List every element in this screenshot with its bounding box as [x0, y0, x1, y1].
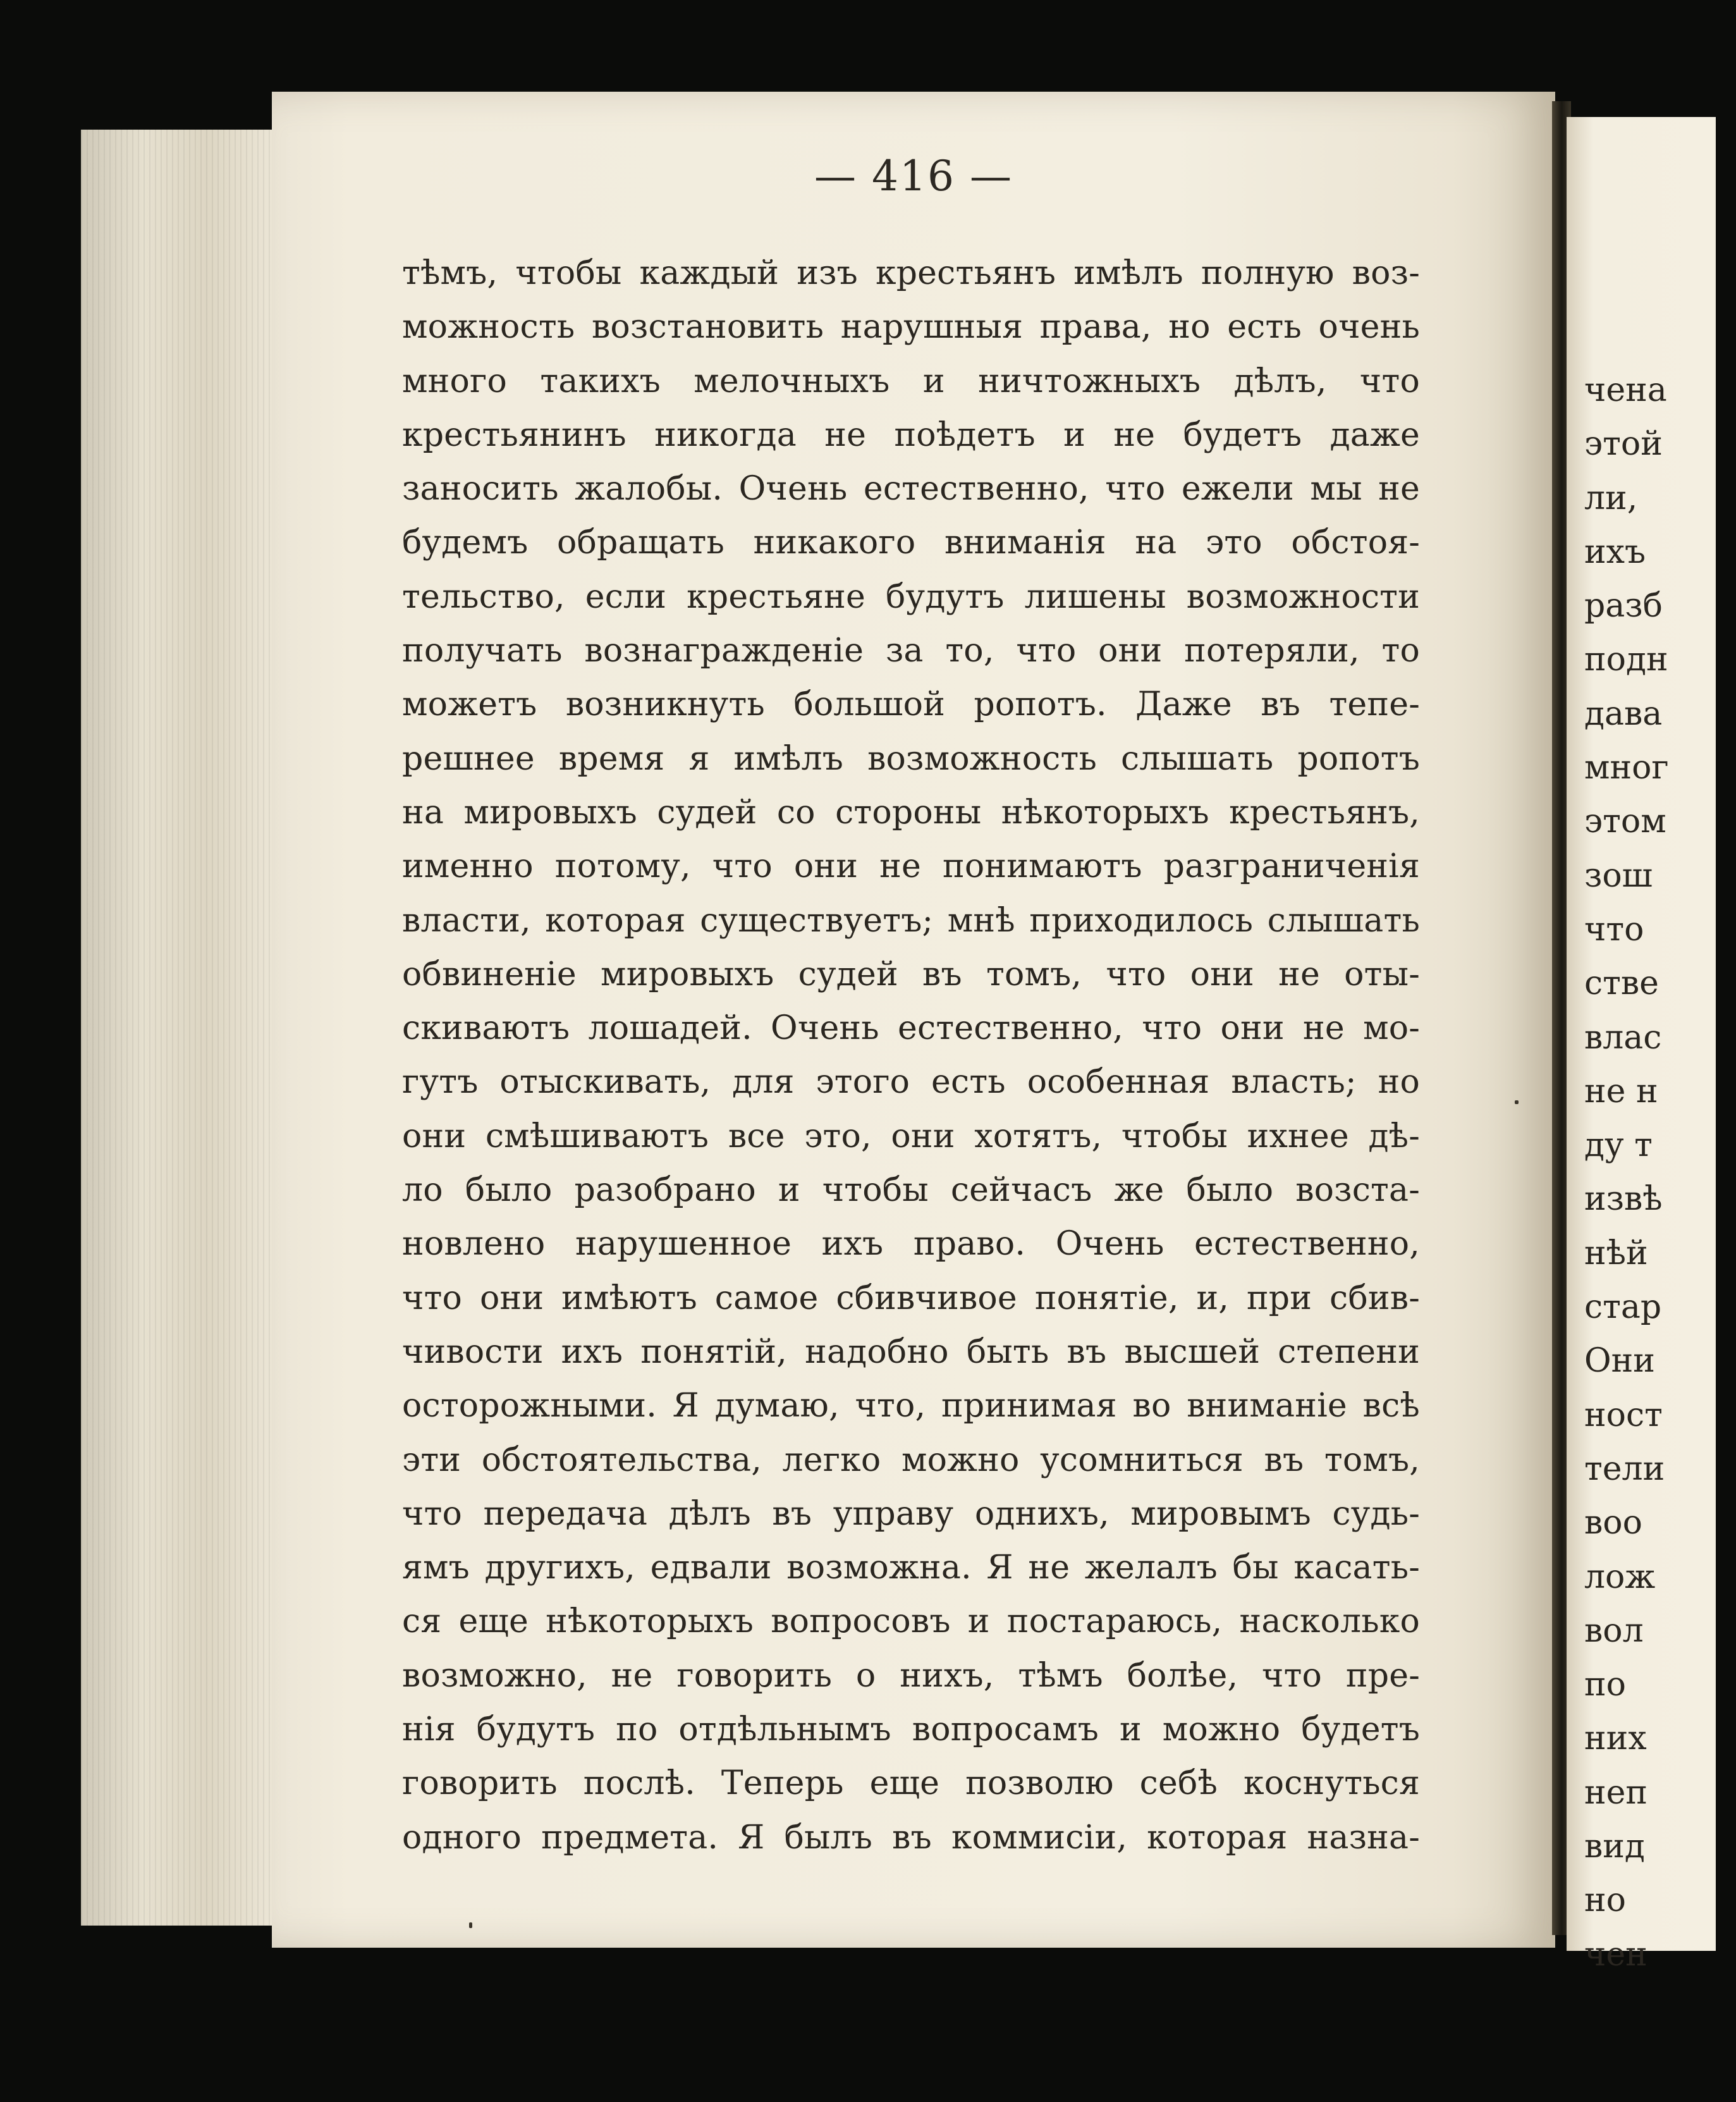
text-line: решнее время я имѣлъ возможность слышать ропотъ — [402, 739, 1420, 778]
text-line: нія будутъ по отдѣльнымъ вопросамъ и можно будетъ — [402, 1711, 1420, 1749]
right-page-line: чена — [1584, 371, 1667, 409]
text-line: можность возстановить нарушныя права, но есть очень — [402, 308, 1420, 347]
right-page-line: этом — [1584, 802, 1666, 841]
right-page — [1567, 117, 1716, 1974]
paper-speck — [469, 1922, 472, 1928]
text-line: гутъ отыскивать, для этого есть особенная власть; но — [402, 1063, 1420, 1102]
text-line: именно потому, что они не понимаютъ разграниченія — [402, 847, 1420, 886]
right-page-line: стве — [1584, 964, 1659, 1003]
right-page-line: неп — [1584, 1773, 1648, 1812]
text-line: будемъ обращать никакого вниманія на это обстоя- — [402, 524, 1420, 562]
text-line: на мировыхъ судей со стороны нѣкоторыхъ крестьянъ, — [402, 793, 1420, 832]
text-line: обвиненіе мировыхъ судей въ томъ, что они не оты- — [402, 955, 1420, 993]
right-page-line: разб — [1584, 587, 1663, 625]
right-page-line: чен — [1584, 1935, 1647, 1974]
text-line: что они имѣютъ самое сбивчивое понятіе, и, при сбив- — [402, 1279, 1420, 1317]
text-line: ямъ другихъ, едвали возможна. Я не желалъ бы касать- — [402, 1549, 1420, 1587]
text-line: заносить жалобы. Очень естественно, что ежели мы не — [402, 470, 1420, 508]
right-page-line: дава — [1584, 694, 1663, 733]
text-line: что передача дѣлъ въ управу однихъ, мировымъ судь- — [402, 1494, 1420, 1533]
right-page-line: вид — [1584, 1828, 1645, 1866]
text-line: много такихъ мелочныхъ и ничтожныхъ дѣлъ, что — [402, 362, 1420, 400]
right-page-line: тели — [1584, 1449, 1665, 1488]
body-text — [402, 247, 1420, 1865]
text-line: осторожными. Я думаю, что, принимая во вниманіе всѣ — [402, 1387, 1420, 1425]
right-page-line: что — [1584, 910, 1644, 949]
right-page-line: но — [1584, 1881, 1626, 1920]
text-line: власти, которая существуетъ; мнѣ приходилось слышать — [402, 901, 1420, 940]
book-page-edges — [81, 130, 291, 1926]
right-page-line: вол — [1584, 1611, 1644, 1650]
right-page-line: извѣ — [1584, 1180, 1663, 1219]
text-line: ся еще нѣкоторыхъ вопросовъ и постараюсь, насколько — [402, 1602, 1420, 1641]
right-page-line: них — [1584, 1719, 1647, 1758]
right-page-line: стар — [1584, 1288, 1662, 1327]
text-line: ло было разобрано и чтобы сейчасъ же было возста- — [402, 1171, 1420, 1210]
right-page-line: воо — [1584, 1504, 1642, 1542]
right-page-line: Они — [1584, 1342, 1655, 1380]
text-line: одного предмета. Я былъ въ коммисіи, которая назна- — [402, 1818, 1420, 1857]
text-line: они смѣшиваютъ все это, они хотятъ, чтобы ихнее дѣ- — [402, 1117, 1420, 1155]
text-line: эти обстоятельства, легко можно усомниться въ томъ, — [402, 1441, 1420, 1479]
text-line: крестьянинъ никогда не поѣдетъ и не будетъ даже — [402, 415, 1420, 454]
text-line: тѣмъ, чтобы каждый изъ крестьянъ имѣлъ полную воз- — [402, 254, 1420, 292]
right-page-line: ли, — [1584, 479, 1638, 517]
text-line: получать вознагражденіе за то, что они потеряли, то — [402, 632, 1420, 670]
text-line: говорить послѣ. Теперь еще позволю себѣ коснуться — [402, 1764, 1420, 1803]
text-line: чивости ихъ понятій, надобно быть въ высшей степени — [402, 1332, 1420, 1371]
right-page-line: этой — [1584, 425, 1663, 464]
text-line: скиваютъ лошадей. Очень естественно, что они не мо- — [402, 1009, 1420, 1048]
right-page-line: по — [1584, 1666, 1626, 1704]
right-page-line: лож — [1584, 1558, 1656, 1596]
text-line: возможно, не говорить о нихъ, тѣмъ болѣе, что пре- — [402, 1656, 1420, 1695]
right-page-line: ду т — [1584, 1126, 1653, 1165]
right-page-text — [1584, 364, 1736, 1982]
right-page-line: подн — [1584, 641, 1668, 679]
right-page-line: не н — [1584, 1072, 1658, 1110]
right-page-line: влас — [1584, 1018, 1662, 1057]
paper-speck — [1515, 1100, 1519, 1104]
right-page-line: зош — [1584, 856, 1653, 895]
right-page-line: мног — [1584, 749, 1669, 787]
right-page-line: нѣй — [1584, 1234, 1648, 1272]
text-line: тельство, если крестьяне будутъ лишены возможности — [402, 577, 1420, 616]
right-page-line: ност — [1584, 1396, 1663, 1434]
text-line: можетъ возникнуть большой ропотъ. Даже въ тепе- — [402, 685, 1420, 724]
right-page-line: ихъ — [1584, 532, 1646, 571]
text-line: новлено нарушенное ихъ право. Очень естественно, — [402, 1225, 1420, 1263]
page-number: — 416 — — [814, 152, 1013, 200]
